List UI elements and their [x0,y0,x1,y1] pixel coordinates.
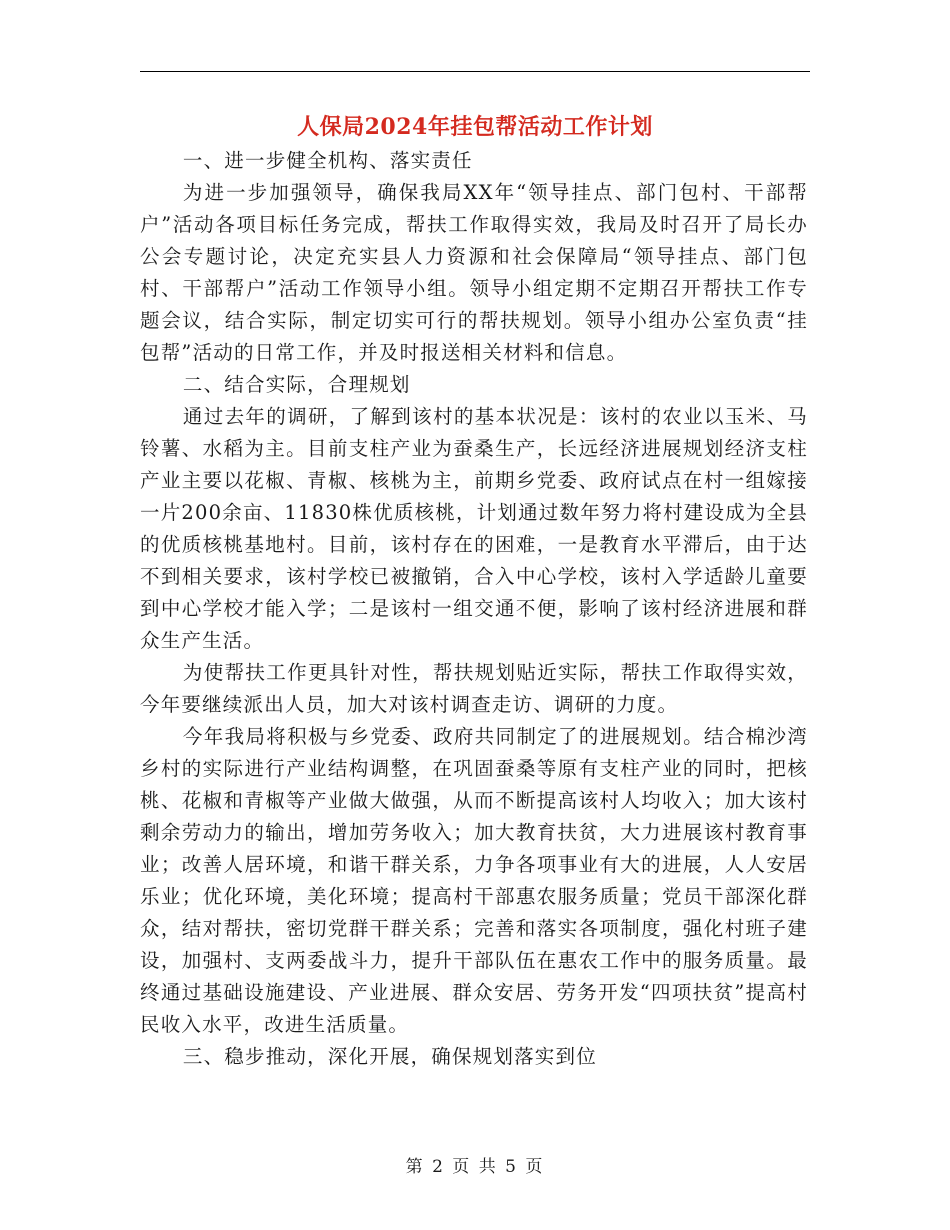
section-heading-2: 二、结合实际，合理规划 [182,373,411,396]
paragraph: 通过去年的调研，了解到该村的基本状况是：该村的农业以玉米、马铃薯、水稻为主。目前支柱产业为蚕桑生产，长远经济进展规划经济支柱产业主要以花椒、青椒、核桃为主，前期乡党委、政府试点在村一组嫁接一片200余亩、11830株优质核桃，计划通过数年努力将村建设成为全县的优质核桃基地村。目前，该村存在的困难，一是教育水平滞后，由于达不到相关要求，该村学校已被撤销，合入中心学校，该村入学适龄儿童要到中心学校才能入学；二是该村一组交通不便，影响了该村经济进展和群众生产生活。 [140,405,808,652]
paragraph: 为使帮扶工作更具针对性，帮扶规划贴近实际，帮扶工作取得实效，今年要继续派出人员，加大对该村调查走访、调研的力度。 [140,661,808,716]
section-heading-3: 三、稳步推动，深化开展，确保规划落实到位 [182,1045,597,1068]
section-heading-1: 一、进一步健全机构、落实责任 [182,149,473,172]
document-body [140,145,808,1073]
page-number-footer: 第 2 页 共 5 页 [405,1157,545,1177]
paragraph: 为进一步加强领导，确保我局XX年“领导挂点、部门包村、干部帮户”活动各项目标任务完成，帮扶工作取得实效，我局及时召开了局长办公会专题讨论，决定充实县人力资源和社会保障局“领导挂点、部门包村、干部帮户”活动工作领导小组。领导小组定期不定期召开帮扶工作专题会议，结合实际，制定切实可行的帮扶规划。领导小组办公室负责“挂包帮”活动的日常工作，并及时报送相关材料和信息。 [140,181,808,364]
paragraph: 今年我局将积极与乡党委、政府共同制定了的进展规划。结合棉沙湾乡村的实际进行产业结构调整，在巩固蚕桑等原有支柱产业的同时，把核桃、花椒和青椒等产业做大做强，从而不断提高该村人均收入；加大该村剩余劳动力的输出，增加劳务收入；加大教育扶贫，大力进展该村教育事业；改善人居环境，和谐干群关系，力争各项事业有大的进展，人人安居乐业；优化环境，美化环境；提高村干部惠农服务质量；党员干部深化群众，结对帮扶，密切党群干群关系；完善和落实各项制度，强化村班子建设，加强村、支两委战斗力，提升干部队伍在惠农工作中的服务质量。最终通过基础设施建设、产业进展、群众安居、劳务开发“四项扶贫”提高村民收入水平，改进生活质量。 [140,725,808,1036]
document-title: 人保局2024年挂包帮活动工作计划 [297,114,653,140]
header-rule [140,71,810,72]
